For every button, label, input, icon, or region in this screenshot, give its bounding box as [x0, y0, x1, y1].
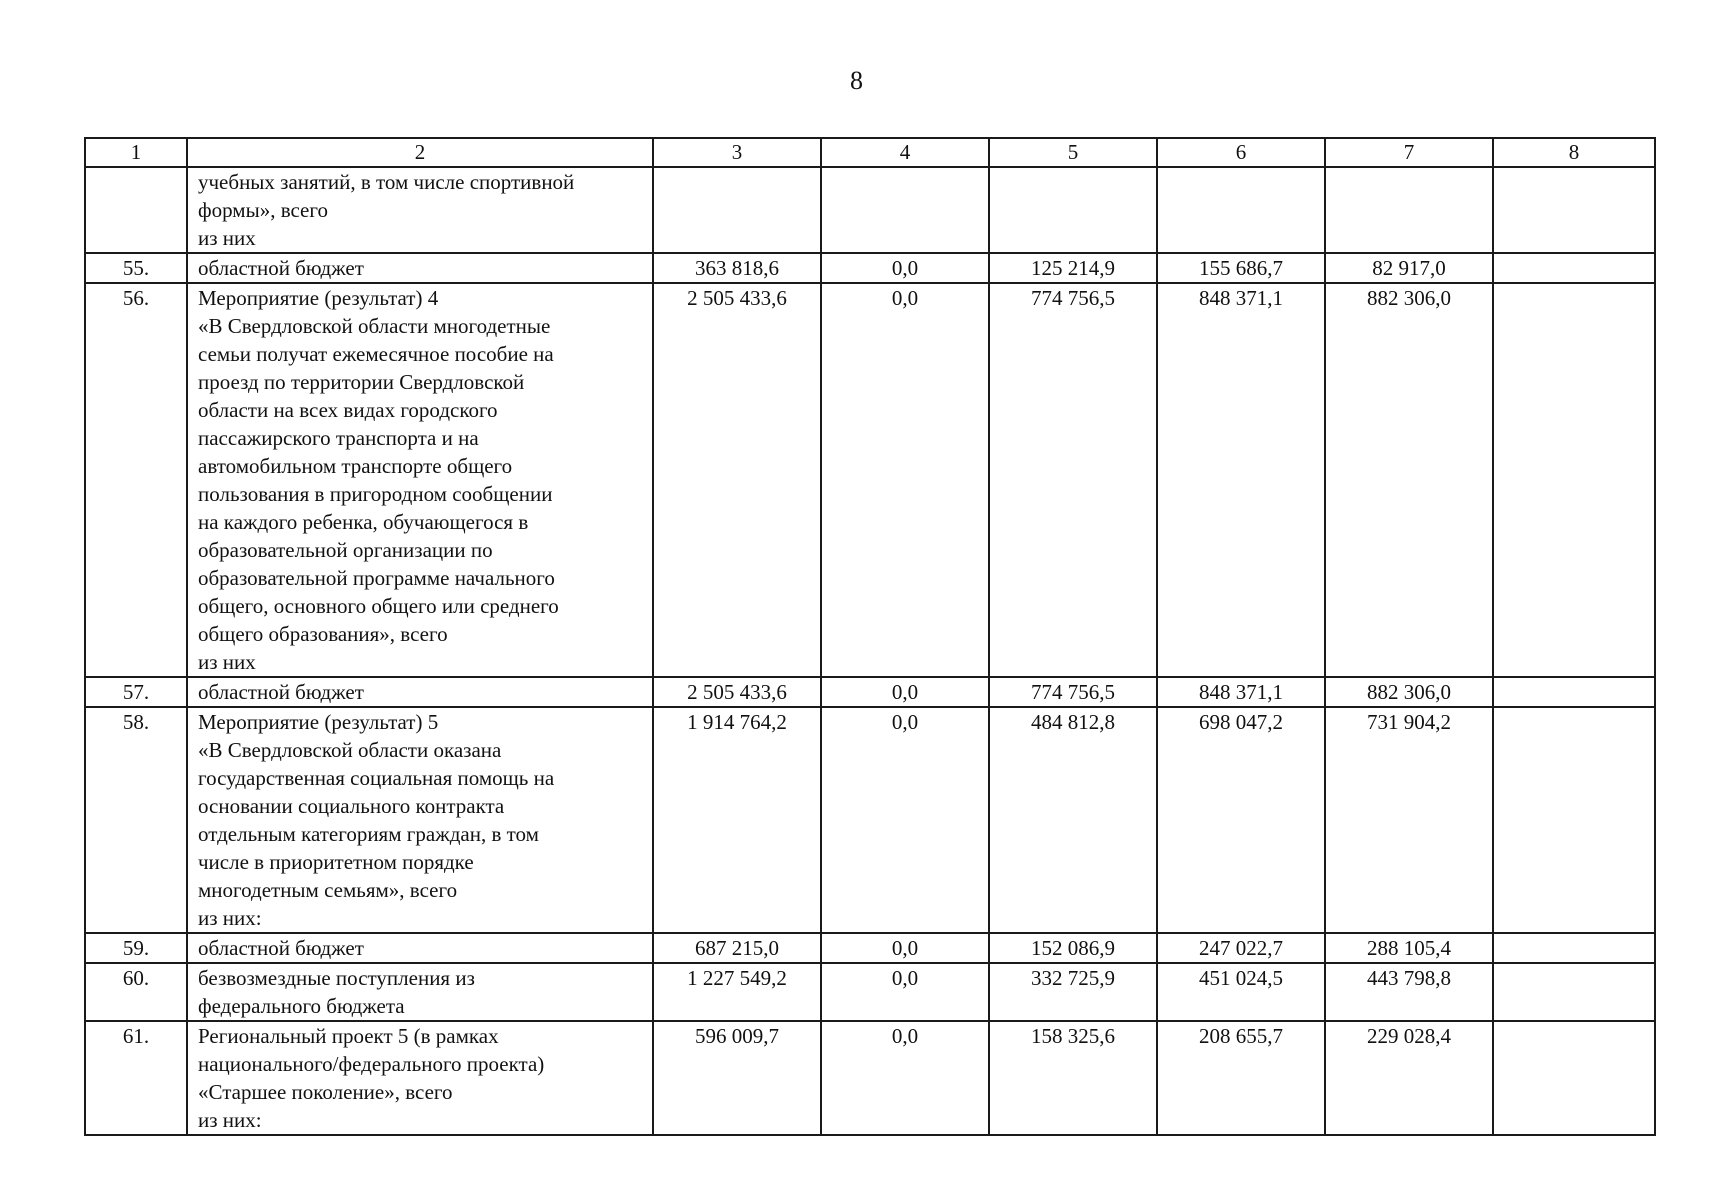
page-number: 8 — [850, 66, 863, 95]
row-description: Мероприятие (результат) 4 «В Свердловской области многодетные семьи получат ежемесячное пособие на проезд по территории Свердловской области на всех видах городского пассажирского транспорта и на автомобильном транспорте общего пользования в пригородном сообщении на каждого ребенка, обучающегося в образовательной организации по образовательной программе начального общего, основного общего или среднего общего образования», всего из них — [187, 283, 653, 677]
row-number: 60. — [85, 963, 187, 1021]
header-row — [85, 138, 1655, 167]
cell-col5: 125 214,9 — [989, 253, 1157, 283]
cell-col8 — [1493, 1021, 1655, 1135]
row-number: 58. — [85, 707, 187, 933]
cell-col6 — [1157, 167, 1325, 253]
cell-col5: 158 325,6 — [989, 1021, 1157, 1135]
cell-col8 — [1493, 933, 1655, 963]
table-row — [85, 963, 1655, 1021]
cell-col7: 731 904,2 — [1325, 707, 1493, 933]
col-header-8: 8 — [1493, 138, 1655, 167]
table-row — [85, 167, 1655, 253]
row-description: областной бюджет — [187, 677, 653, 707]
cell-col7: 882 306,0 — [1325, 283, 1493, 677]
col-header-6: 6 — [1157, 138, 1325, 167]
cell-col5: 332 725,9 — [989, 963, 1157, 1021]
col-header-7: 7 — [1325, 138, 1493, 167]
cell-col5 — [989, 167, 1157, 253]
table-row — [85, 707, 1655, 933]
cell-col3: 596 009,7 — [653, 1021, 821, 1135]
row-description: Мероприятие (результат) 5 «В Свердловской области оказана государственная социальная помощь на основании социального контракта отдельным категориям граждан, в том числе в приоритетном порядке многодетным семьям», всего из них: — [187, 707, 653, 933]
row-number: 59. — [85, 933, 187, 963]
cell-col7 — [1325, 167, 1493, 253]
row-description: областной бюджет — [187, 933, 653, 963]
table-row — [85, 1021, 1655, 1135]
col-header-5: 5 — [989, 138, 1157, 167]
row-number: 61. — [85, 1021, 187, 1135]
budget-table — [84, 137, 1656, 1136]
cell-col4: 0,0 — [821, 963, 989, 1021]
col-header-3: 3 — [653, 138, 821, 167]
cell-col8 — [1493, 167, 1655, 253]
cell-col6: 451 024,5 — [1157, 963, 1325, 1021]
cell-col4: 0,0 — [821, 1021, 989, 1135]
cell-col3: 363 818,6 — [653, 253, 821, 283]
cell-col5: 152 086,9 — [989, 933, 1157, 963]
cell-col6: 208 655,7 — [1157, 1021, 1325, 1135]
cell-col7: 229 028,4 — [1325, 1021, 1493, 1135]
row-description: безвозмездные поступления из федерального бюджета — [187, 963, 653, 1021]
cell-col7: 288 105,4 — [1325, 933, 1493, 963]
cell-col5: 484 812,8 — [989, 707, 1157, 933]
cell-col3: 1 914 764,2 — [653, 707, 821, 933]
cell-col7: 882 306,0 — [1325, 677, 1493, 707]
row-number: 57. — [85, 677, 187, 707]
cell-col8 — [1493, 253, 1655, 283]
table-row — [85, 677, 1655, 707]
cell-col7: 82 917,0 — [1325, 253, 1493, 283]
row-description: Региональный проект 5 (в рамках национального/федерального проекта) «Старшее поколение», всего из них: — [187, 1021, 653, 1135]
col-header-4: 4 — [821, 138, 989, 167]
cell-col3: 2 505 433,6 — [653, 283, 821, 677]
cell-col6: 848 371,1 — [1157, 283, 1325, 677]
row-description: областной бюджет — [187, 253, 653, 283]
cell-col4: 0,0 — [821, 253, 989, 283]
col-header-2: 2 — [187, 138, 653, 167]
cell-col4: 0,0 — [821, 933, 989, 963]
cell-col6: 247 022,7 — [1157, 933, 1325, 963]
row-number: 56. — [85, 283, 187, 677]
row-number: 55. — [85, 253, 187, 283]
col-header-1: 1 — [85, 138, 187, 167]
cell-col6: 848 371,1 — [1157, 677, 1325, 707]
cell-col4 — [821, 167, 989, 253]
table-row — [85, 933, 1655, 963]
cell-col6: 155 686,7 — [1157, 253, 1325, 283]
table-row — [85, 283, 1655, 677]
cell-col3: 2 505 433,6 — [653, 677, 821, 707]
cell-col6: 698 047,2 — [1157, 707, 1325, 933]
cell-col8 — [1493, 283, 1655, 677]
cell-col3: 687 215,0 — [653, 933, 821, 963]
cell-col8 — [1493, 677, 1655, 707]
cell-col3: 1 227 549,2 — [653, 963, 821, 1021]
cell-col8 — [1493, 963, 1655, 1021]
cell-col5: 774 756,5 — [989, 283, 1157, 677]
cell-col4: 0,0 — [821, 707, 989, 933]
cell-col3 — [653, 167, 821, 253]
cell-col4: 0,0 — [821, 283, 989, 677]
row-number — [85, 167, 187, 253]
cell-col4: 0,0 — [821, 677, 989, 707]
cell-col7: 443 798,8 — [1325, 963, 1493, 1021]
cell-col5: 774 756,5 — [989, 677, 1157, 707]
cell-col8 — [1493, 707, 1655, 933]
row-description: учебных занятий, в том числе спортивной формы», всего из них — [187, 167, 653, 253]
table-row — [85, 253, 1655, 283]
